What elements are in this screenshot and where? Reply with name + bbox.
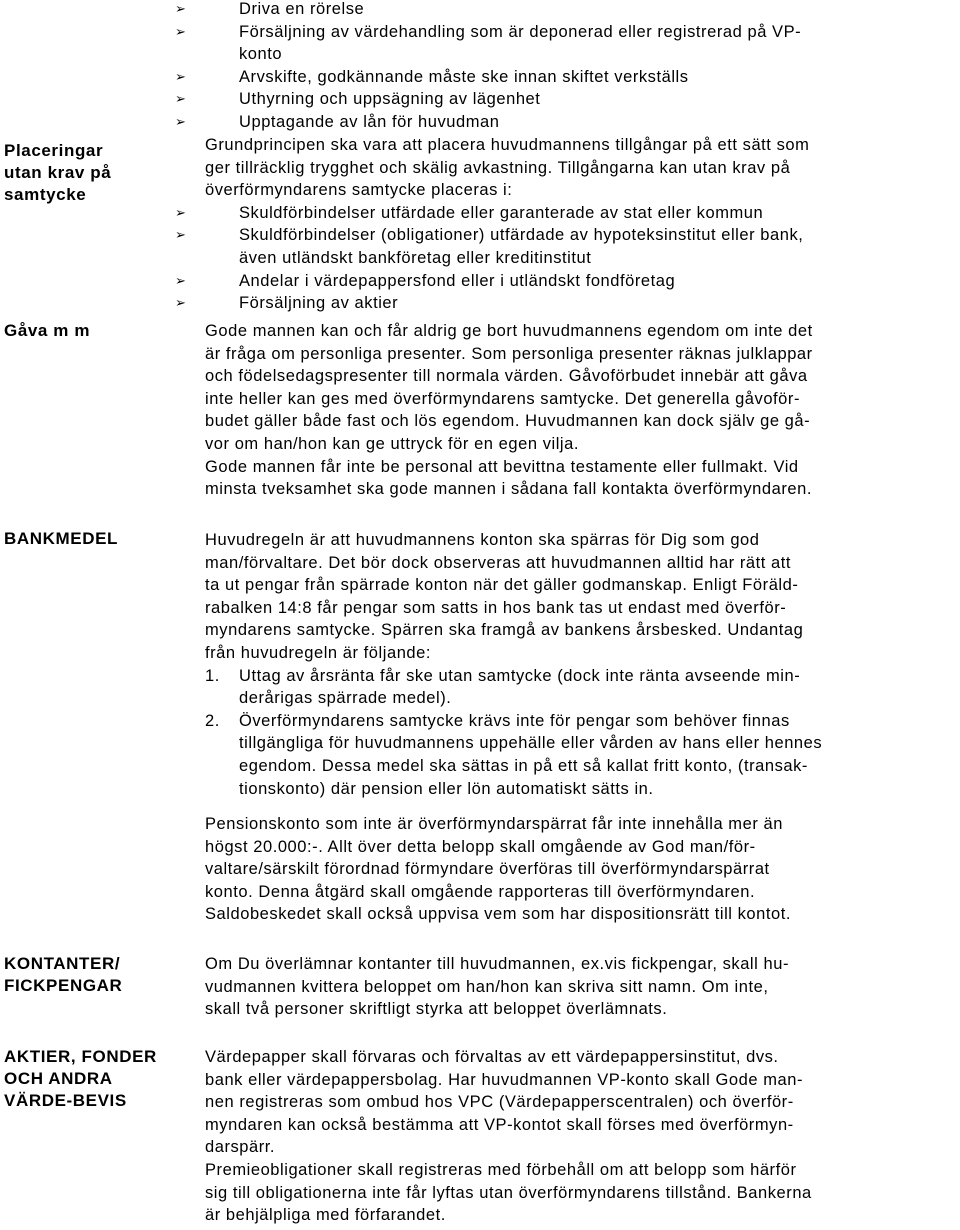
kontanter-section xyxy=(205,953,955,1021)
paragraph-line: man/förvaltare. Det bör dock observeras att huvudmannen alltid har rätt att xyxy=(205,553,792,572)
paragraph-line: är fråga om personliga presenter. Som personliga presenter räknas julklappar xyxy=(205,344,813,363)
bullet-item: ➢ Försäljning av värdehandling som är deponerad eller registrerad på VP- xyxy=(205,21,955,44)
paragraph-line: inte heller kan ges med överförmyndarens samtycke. Det generella gåvoför- xyxy=(205,389,801,408)
bullet-item: ➢ Skuldförbindelser utfärdade eller garanterade av stat eller kommun xyxy=(205,202,955,225)
paragraph-line: myndaren kan också bestämma att VP-kontot skall förses med överförmyn- xyxy=(205,1115,794,1134)
heading-bankmedel: BANKMEDEL xyxy=(4,529,119,548)
placeringar-section xyxy=(175,134,955,315)
paragraph-line: Gode mannen får inte be personal att bevittna testamente eller fullmakt. Vid xyxy=(205,457,799,476)
paragraph-line: myndarens samtycke. Spärren ska framgå av bankens årsbesked. Undantag xyxy=(205,621,804,640)
paragraph-line: valtare/särskilt förordnad förmyndare överföras till överförmyndarspärrat xyxy=(205,860,770,879)
paragraph-line: Pensionskonto som inte är överförmyndarspärrat får inte innehålla mer än xyxy=(205,815,783,833)
gava-section xyxy=(205,320,955,501)
paragraph-line: vudmannen kvittera beloppet om han/hon kan skriva sitt namn. Om inte, xyxy=(205,977,769,996)
bullet-item: ➢ Försäljning av aktier xyxy=(205,292,955,315)
paragraph-line: ta ut pengar från spärrade konton när det gäller godmanskap. Enligt Föräld- xyxy=(205,576,799,595)
bullet-continuation: konto xyxy=(239,45,283,64)
numbered-item: 2. Överförmyndarens samtycke krävs inte för pengar som behöver finnas xyxy=(205,710,955,733)
arrow-bullet-icon: ➢ xyxy=(175,272,187,288)
numbered-item: 1. Uttag av årsränta får ske utan samtycke (dock inte ränta avseende min- xyxy=(205,665,955,688)
arrow-bullet-icon: ➢ xyxy=(175,295,187,311)
paragraph-line: sig till obligationerna inte får lyftas utan överförmyndarens tillstånd. Bankerna xyxy=(205,1183,812,1202)
bankmedel-section xyxy=(205,529,955,800)
paragraph-line: Grundprincipen ska vara att placera huvudmannens tillgångar på ett sätt som xyxy=(205,136,810,154)
aktier-section xyxy=(205,1046,955,1227)
paragraph-line: minsta tveksamhet ska gode mannen i sådana fall kontakta överförmyndaren. xyxy=(205,480,812,499)
arrow-bullet-icon: ➢ xyxy=(175,204,187,220)
paragraph-line: är behjälpliga med förfarandet. xyxy=(205,1206,446,1225)
heading-placeringar: Placeringar utan krav på samtycke xyxy=(4,141,112,204)
bullet-item: ➢ Upptagande av lån för huvudman xyxy=(205,111,955,134)
heading-aktier: AKTIER, FONDER OCH ANDRA VÄRDE-BEVIS xyxy=(4,1047,157,1110)
paragraph-line: Om Du överlämnar kontanter till huvudmannen, ex.vis fickpengar, skall hu- xyxy=(205,955,789,973)
paragraph-line: ger tillräcklig trygghet och skälig avkastning. Tillgångarna kan utan krav på xyxy=(205,158,791,177)
heading-kontanter: KONTANTER/ FICKPENGAR xyxy=(4,954,123,995)
arrow-bullet-icon: ➢ xyxy=(175,68,187,84)
paragraph-line: och födelsedagspresenter till normala värden. Gåvoförbudet innebär att gåva xyxy=(205,367,808,386)
paragraph-line: Huvudregeln är att huvudmannens konton ska spärras för Dig som god xyxy=(205,531,760,549)
paragraph-line: darspärr. xyxy=(205,1138,276,1157)
paragraph-line: vor om han/hon kan ge uttryck för en egen vilja. xyxy=(205,434,580,453)
top-bullet-list xyxy=(175,0,955,134)
paragraph-line: högst 20.000:-. Allt över detta belopp skall omgående av God man/för- xyxy=(205,837,756,856)
item-number: 2. xyxy=(205,711,220,730)
paragraph-line: Saldobeskedet skall också uppvisa vem som har dispositionsrätt till kontot. xyxy=(205,905,792,924)
paragraph-line: nen registreras som ombud hos VPC (Värdepapperscentralen) och överför- xyxy=(205,1093,794,1112)
paragraph-line: Värdepapper skall förvaras och förvaltas av ett värdepappersinstitut, dvs. xyxy=(205,1048,779,1066)
paragraph-line: från huvudregeln är följande: xyxy=(205,643,432,662)
bullet-item: ➢ Andelar i värdepappersfond eller i utländskt fondföretag xyxy=(205,270,955,293)
paragraph-line: Gode mannen kan och får aldrig ge bort huvudmannens egendom om inte det xyxy=(205,322,813,340)
numbered-continuation: egendom. Dessa medel ska sättas in på ett så kallat fritt konto, (transak- xyxy=(239,756,808,775)
paragraph-line: överförmyndarens samtycke placeras i: xyxy=(205,181,513,200)
paragraph-line: rabalken 14:8 får pengar som satts in hos bank tas ut endast med överför- xyxy=(205,598,787,617)
arrow-bullet-icon: ➢ xyxy=(175,23,187,39)
arrow-bullet-icon: ➢ xyxy=(175,113,187,129)
numbered-continuation: derårigas spärrade medel). xyxy=(239,689,452,708)
paragraph-line: Premieobligationer skall registreras med förbehåll om att belopp som härför xyxy=(205,1160,797,1179)
pension-section xyxy=(205,813,955,926)
bullet-continuation: även utländskt bankföretag eller kreditinstitut xyxy=(239,248,592,267)
arrow-bullet-icon: ➢ xyxy=(175,1,187,16)
paragraph-line: konto. Denna åtgärd skall omgående rapporteras till överförmyndaren. xyxy=(205,882,756,901)
arrow-bullet-icon: ➢ xyxy=(175,227,187,243)
bullet-item: ➢ Uthyrning och uppsägning av lägenhet xyxy=(205,88,955,111)
paragraph-line: budet gäller både fast och lös egendom. Huvudmannen kan dock själv ge gå- xyxy=(205,412,811,431)
item-number: 1. xyxy=(205,666,220,685)
bullet-item: ➢ Driva en rörelse xyxy=(205,0,955,21)
numbered-continuation: tionskonto) där pension eller lön automatiskt sätts in. xyxy=(239,779,654,798)
bullet-item: ➢ Arvskifte, godkännande måste ske innan skiftet verkställs xyxy=(205,66,955,89)
arrow-bullet-icon: ➢ xyxy=(175,91,187,107)
paragraph-line: skall två personer skriftligt styrka att beloppet överlämnats. xyxy=(205,1000,668,1019)
heading-gava: Gåva m m xyxy=(4,321,91,340)
bullet-item: ➢ Skuldförbindelser (obligationer) utfärdade av hypoteksinstitut eller bank, xyxy=(205,224,955,247)
numbered-continuation: tillgängliga för huvudmannens uppehälle eller vården av hans eller hennes xyxy=(239,734,823,753)
paragraph-line: bank eller värdepappersbolag. Har huvudmannen VP-konto skall Gode man- xyxy=(205,1070,803,1089)
